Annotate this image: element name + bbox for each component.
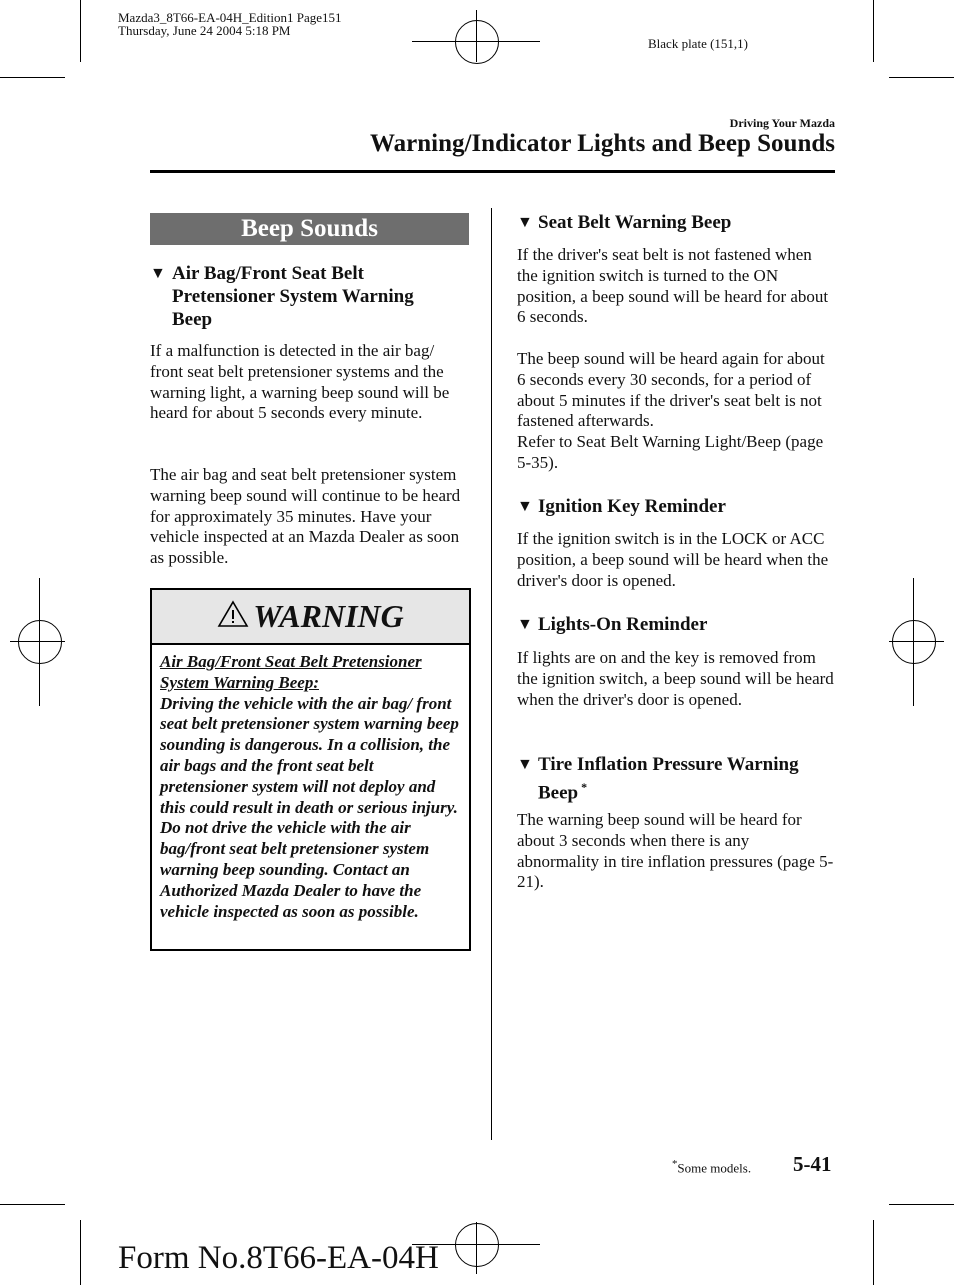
subheading-lights-text: Lights-On Reminder xyxy=(538,614,708,635)
paragraph-text: If the driver's seat belt is not fastened when the ignition switch is turned to the ON position, a beep sound will be heard for about 6 seconds. xyxy=(517,245,829,327)
section-band-beep-sounds: Beep Sounds xyxy=(150,213,469,245)
triangle-down-icon: ▼ xyxy=(517,616,533,633)
footnote xyxy=(672,1158,751,1176)
header-rule xyxy=(150,170,835,173)
warning-triangle-icon xyxy=(217,600,249,628)
paragraph-airbag-2 xyxy=(150,465,468,569)
subheading-seatbelt xyxy=(517,211,835,234)
warning-title: WARNING xyxy=(253,598,404,634)
subheading-ignition xyxy=(517,495,835,518)
footnote-text: Some models. xyxy=(677,1160,752,1176)
warning-text-2: Do not drive the vehicle with the air bag/front seat belt pretensioner system warning beep sounding. Contact an Authorized Mazda Dealer to have the vehicle inspected as soon as possible. xyxy=(160,818,430,921)
paragraph-text: Refer to Seat Belt Warning Light/Beep (page 5-35). xyxy=(517,432,824,472)
page-number: 5-41 xyxy=(793,1152,832,1176)
triangle-down-icon: ▼ xyxy=(517,214,533,231)
page-title: Warning/Indicator Lights and Beep Sounds xyxy=(370,130,835,157)
paragraph-seatbelt-1 xyxy=(517,245,835,328)
warning-box xyxy=(150,588,471,951)
form-number: Form No.8T66-EA-04H xyxy=(118,1240,439,1276)
subheading-seatbelt-text: Seat Belt Warning Beep xyxy=(538,212,732,233)
paragraph-text: If a malfunction is detected in the air bag/ front seat belt pretensioner systems and the warning light, a warning beep sound will be heard for about 5 seconds every minute. xyxy=(150,341,450,423)
paragraph-text: If lights are on and the key is removed from the ignition switch, a beep sound will be heard when the driver's door is opened. xyxy=(517,648,834,709)
warning-subtitle: Air Bag/Front Seat Belt Pretensioner System Warning Beep: xyxy=(160,652,422,692)
paragraph-text: The beep sound will be heard again for about 6 seconds every 30 seconds, for a period of about 5 minutes if the driver's seat belt is not fastened afterwards. xyxy=(517,349,825,431)
footnote-star: * xyxy=(672,1158,678,1170)
subheading-lights xyxy=(517,613,835,636)
paragraph-text: If the ignition switch is in the LOCK or ACC position, a beep sound will be heard when the driver's door is opened. xyxy=(517,529,829,590)
asterisk-marker: * xyxy=(581,780,588,794)
section-label: Driving Your Mazda xyxy=(729,116,835,130)
warning-header xyxy=(152,590,469,645)
warning-body xyxy=(160,652,465,922)
subheading-tire-text: Tire Inflation Pressure Warning Beep xyxy=(538,754,799,804)
subheading-airbag xyxy=(150,262,450,331)
triangle-down-icon: ▼ xyxy=(150,265,166,282)
plate-label: Black plate (151,1) xyxy=(648,36,748,51)
paragraph-text: The warning beep sound will be heard for about 3 seconds when there is any abnormality in tire inflation pressures (page 5-21). xyxy=(517,810,834,892)
paragraph-text: The air bag and seat belt pretensioner system warning beep sound will continue to be heard for approximately 35 minutes. Have your vehicle inspected at an Mazda Dealer as soon as possible. xyxy=(150,465,461,568)
subheading-ignition-text: Ignition Key Reminder xyxy=(538,496,726,517)
paragraph-ignition xyxy=(517,529,835,591)
subheading-airbag-text: Air Bag/Front Seat Belt Pretensioner System Warning Beep xyxy=(172,263,414,330)
print-date-line: Thursday, June 24 2004 5:18 PM xyxy=(118,23,291,38)
paragraph-seatbelt-2 xyxy=(517,349,835,474)
paragraph-airbag-1 xyxy=(150,341,468,424)
column-divider xyxy=(491,208,492,1140)
warning-text-1: Driving the vehicle with the air bag/ front seat belt pretensioner system warning beep sounding is dangerous. In a collision, the air bags and the front seat belt pretensioner system will not deploy and this could result in death or serious injury. xyxy=(160,693,459,817)
subheading-tire xyxy=(517,753,835,804)
print-job-line: Mazda3_8T66-EA-04H_Edition1 Page151 xyxy=(118,10,342,25)
triangle-down-icon: ▼ xyxy=(517,756,533,773)
triangle-down-icon: ▼ xyxy=(517,498,533,515)
paragraph-lights xyxy=(517,648,835,710)
paragraph-tire xyxy=(517,810,835,893)
